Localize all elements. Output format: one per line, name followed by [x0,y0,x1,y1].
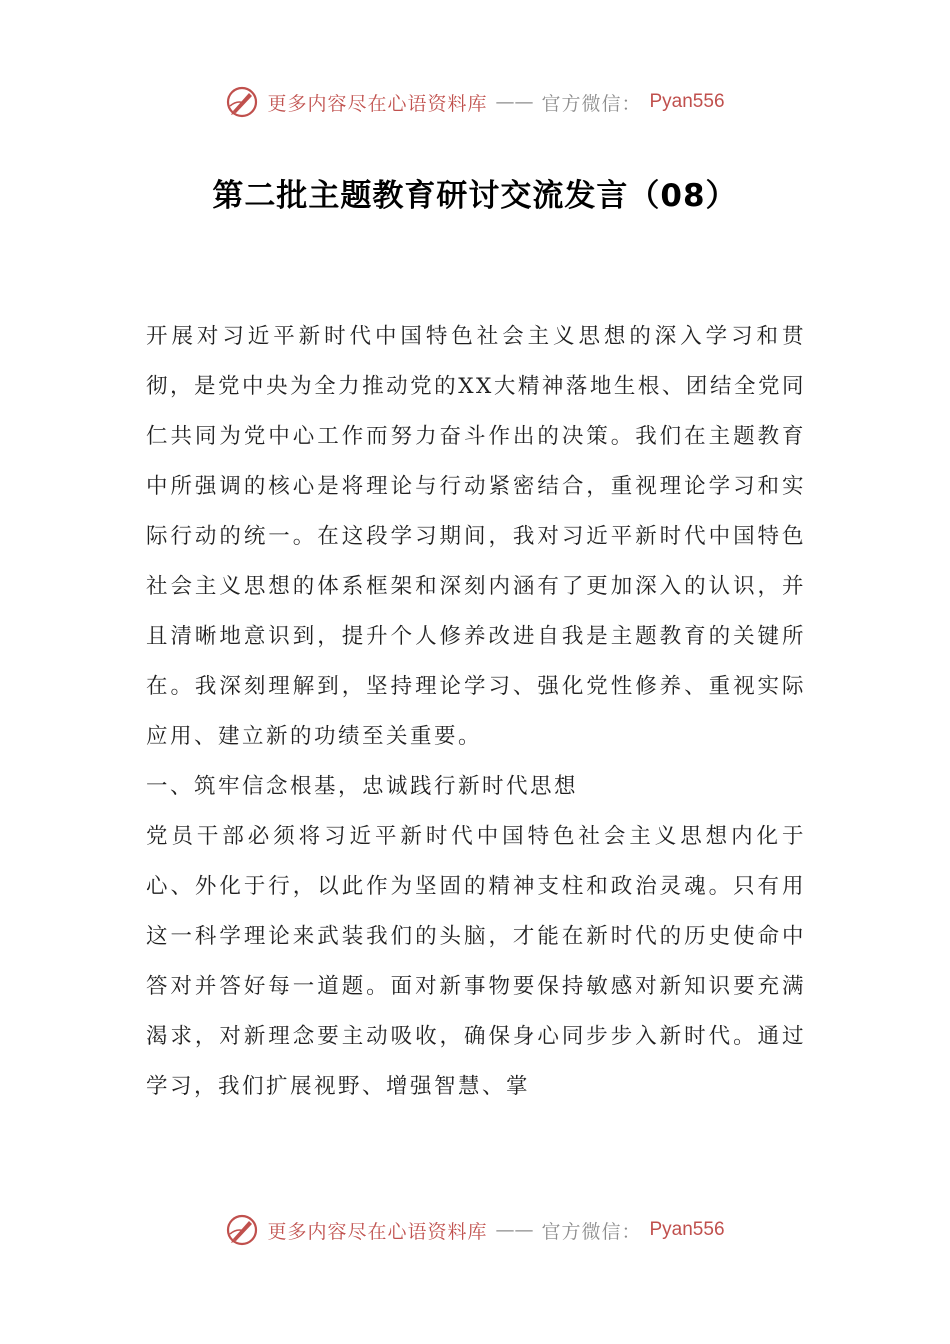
banner-brand-text: 更多内容尽在心语资料库 [267,1220,488,1243]
banner-wechat-label: 官方微信： [541,1220,642,1243]
paragraph-intro: 开展对习近平新时代中国特色社会主义思想的深入学习和贯彻，是党中央为全力推动党的XX大精神落地生根、团结全党同仁共同为党中心工作而努力奋斗作出的决策。我们在主题教育中所强调的核心是将理论与行动紧密结合，重视理论学习和实际行动的统一。在这段学习期间，我对习近平新时代中国特色社会主义思想的体系框架和深刻内涵有了更加深入的认识，并且清晰地意识到，提升个人修养改进自我是主题教育的关键所在。我深刻理解到，坚持理论学习、强化党性修养、重视实际应用、建立新的功绩至关重要。 [146,324,806,749]
banner-dash: —— [495,91,534,113]
pen-logo-icon [225,1213,259,1247]
banner-wechat-id: Pyan556 [649,1219,725,1240]
section-heading-1: 一、筑牢信念根基，忠诚践行新时代思想 [146,774,579,799]
pen-logo-icon [225,85,259,119]
document-body [146,312,806,1112]
banner-wechat-id: Pyan556 [649,91,725,112]
banner-brand-text: 更多内容尽在心语资料库 [267,92,488,115]
footer-banner [0,1210,950,1250]
paragraph-section-1: 党员干部必须将习近平新时代中国特色社会主义思想内化于心、外化于行，以此作为坚固的精神支柱和政治灵魂。只有用这一科学理论来武装我们的头脑，才能在新时代的历史使命中答对并答好每一道题。面对新事物要保持敏感对新知识要充满渴求，对新理念要主动吸收，确保身心同步步入新时代。通过学习，我们扩展视野、增强智慧、掌 [146,824,806,1099]
banner-dash: —— [495,1219,534,1241]
document-title: 第二批主题教育研讨交流发言（08） [212,178,738,214]
header-banner [0,82,950,122]
banner-wechat-label: 官方微信： [541,92,642,115]
